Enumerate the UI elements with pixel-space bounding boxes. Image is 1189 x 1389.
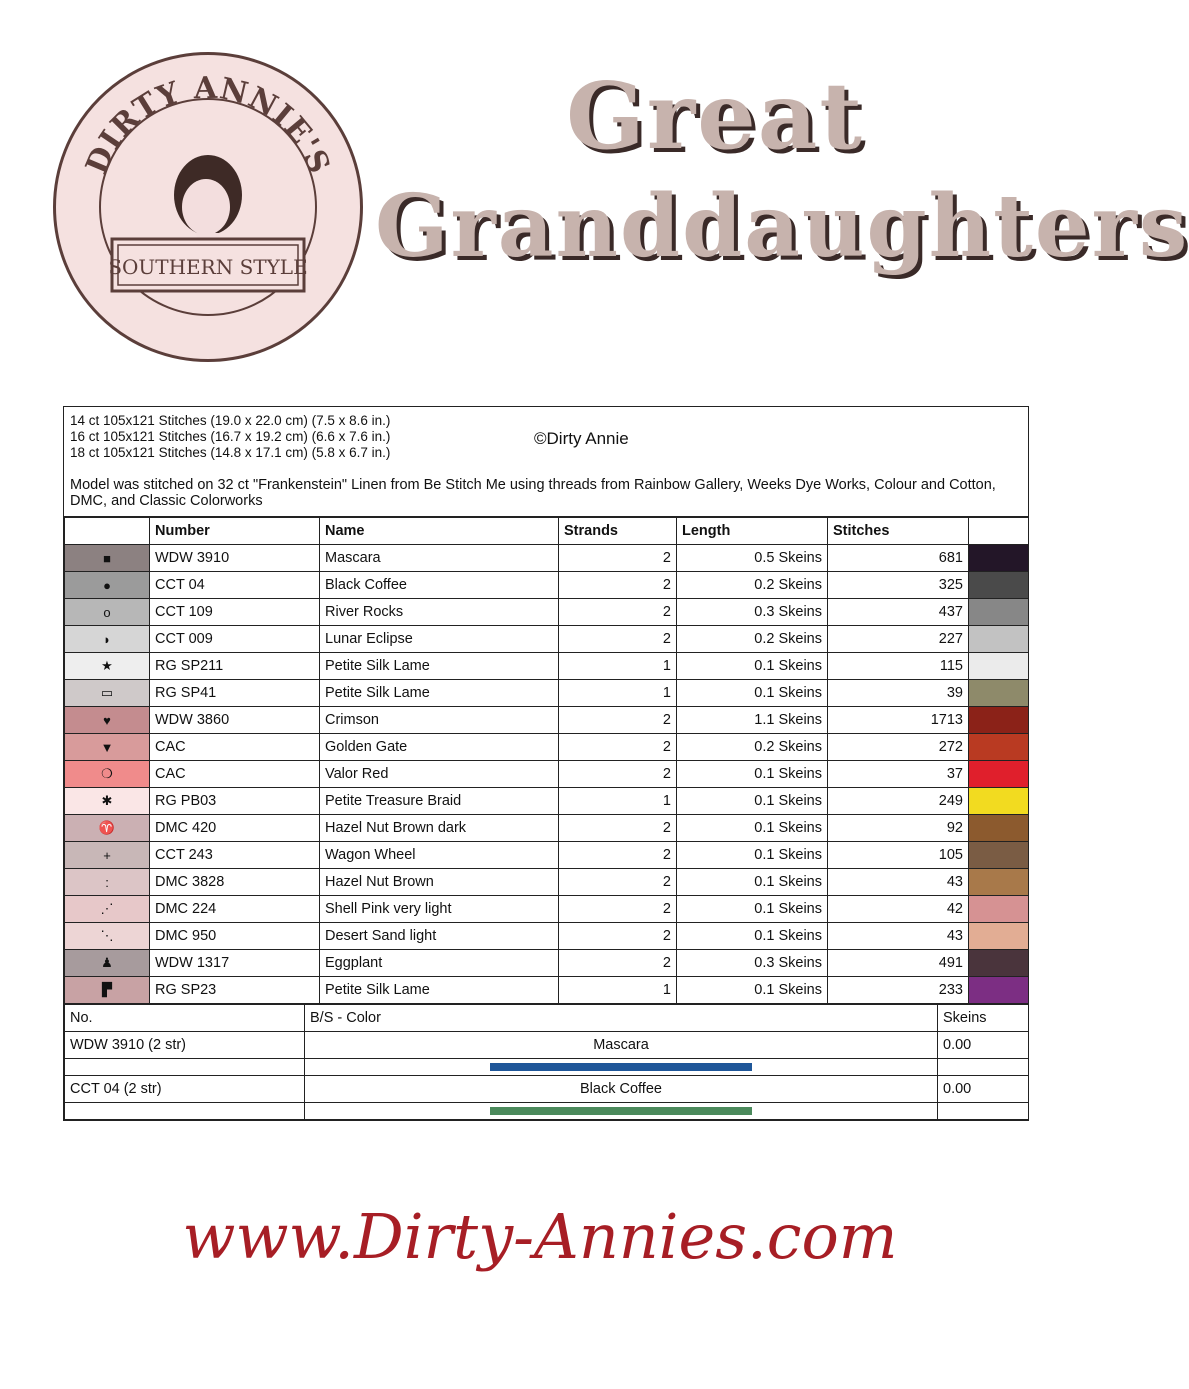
thread-length: 0.2 Skeins	[677, 572, 828, 599]
thread-name: Petite Silk Lame	[320, 680, 559, 707]
bs-line-cell	[305, 1059, 938, 1076]
website-link[interactable]: www.Dirty-Annies.com	[182, 1200, 898, 1273]
title-line-1: Great	[566, 62, 864, 170]
bs-empty	[938, 1103, 1029, 1120]
thread-stitches: 325	[828, 572, 969, 599]
thread-table	[64, 517, 1029, 1004]
thread-length: 0.2 Skeins	[677, 734, 828, 761]
thread-color-swatch	[969, 842, 1029, 869]
thread-symbol: ■	[65, 545, 150, 572]
bs-number: CCT 04 (2 str)	[65, 1076, 305, 1103]
bs-number: WDW 3910 (2 str)	[65, 1032, 305, 1059]
thread-length: 0.1 Skeins	[677, 869, 828, 896]
thread-number: DMC 420	[150, 815, 320, 842]
table-row	[65, 842, 1029, 869]
thread-stitches: 37	[828, 761, 969, 788]
thread-length: 0.1 Skeins	[677, 896, 828, 923]
header-number: Number	[150, 518, 320, 545]
bs-header-no: No.	[65, 1005, 305, 1032]
backstitch-header-row	[65, 1005, 1029, 1032]
thread-length: 0.3 Skeins	[677, 950, 828, 977]
thread-name: Hazel Nut Brown	[320, 869, 559, 896]
header-strands: Strands	[559, 518, 677, 545]
thread-color-swatch	[969, 653, 1029, 680]
copyright-text: ©Dirty Annie	[534, 429, 629, 448]
bs-color-name: Black Coffee	[305, 1076, 938, 1103]
thread-color-swatch	[969, 734, 1029, 761]
thread-symbol: ◗	[65, 626, 150, 653]
thread-length: 1.1 Skeins	[677, 707, 828, 734]
thread-color-swatch	[969, 626, 1029, 653]
brand-logo	[53, 52, 363, 362]
thread-stitches: 42	[828, 896, 969, 923]
table-row	[65, 707, 1029, 734]
thread-number: DMC 224	[150, 896, 320, 923]
svg-text:DIRTY ANNIE'S: DIRTY ANNIE'S	[79, 70, 337, 180]
table-row	[65, 788, 1029, 815]
thread-length: 0.1 Skeins	[677, 788, 828, 815]
size-line: 14 ct 105x121 Stitches (19.0 x 22.0 cm) (7.5 x 8.6 in.)	[70, 413, 391, 428]
thread-length: 0.1 Skeins	[677, 761, 828, 788]
thread-color-swatch	[969, 923, 1029, 950]
backstitch-line-row	[65, 1103, 1029, 1120]
chart-key	[63, 406, 1029, 1121]
thread-number: RG SP41	[150, 680, 320, 707]
thread-stitches: 437	[828, 599, 969, 626]
thread-stitches: 681	[828, 545, 969, 572]
logo-artwork-icon	[56, 55, 360, 359]
thread-name: Shell Pink very light	[320, 896, 559, 923]
header-length: Length	[677, 518, 828, 545]
thread-strands: 2	[559, 896, 677, 923]
thread-color-swatch	[969, 599, 1029, 626]
thread-stitches: 92	[828, 815, 969, 842]
thread-color-swatch	[969, 680, 1029, 707]
backstitch-table	[64, 1004, 1029, 1120]
thread-number: CCT 04	[150, 572, 320, 599]
thread-color-swatch	[969, 950, 1029, 977]
table-row	[65, 869, 1029, 896]
thread-strands: 2	[559, 572, 677, 599]
backstitch-line-swatch	[490, 1063, 752, 1071]
thread-color-swatch	[969, 896, 1029, 923]
bs-color-name: Mascara	[305, 1032, 938, 1059]
backstitch-row	[65, 1076, 1029, 1103]
thread-name: Petite Treasure Braid	[320, 788, 559, 815]
thread-stitches: 491	[828, 950, 969, 977]
thread-number: DMC 950	[150, 923, 320, 950]
table-row	[65, 599, 1029, 626]
thread-length: 0.1 Skeins	[677, 680, 828, 707]
thread-strands: 1	[559, 653, 677, 680]
thread-number: CAC	[150, 761, 320, 788]
header-stitches: Stitches	[828, 518, 969, 545]
thread-length: 0.1 Skeins	[677, 815, 828, 842]
thread-length: 0.1 Skeins	[677, 923, 828, 950]
thread-name: Petite Silk Lame	[320, 977, 559, 1004]
table-row	[65, 977, 1029, 1004]
thread-stitches: 43	[828, 869, 969, 896]
thread-symbol: o	[65, 599, 150, 626]
thread-number: RG PB03	[150, 788, 320, 815]
thread-color-swatch	[969, 707, 1029, 734]
bs-empty	[938, 1059, 1029, 1076]
thread-number: CCT 009	[150, 626, 320, 653]
table-row	[65, 896, 1029, 923]
thread-name: Petite Silk Lame	[320, 653, 559, 680]
table-row	[65, 950, 1029, 977]
thread-symbol: ♈	[65, 815, 150, 842]
backstitch-line-swatch	[490, 1107, 752, 1115]
thread-length: 0.5 Skeins	[677, 545, 828, 572]
bs-skeins: 0.00	[938, 1032, 1029, 1059]
thread-name: Crimson	[320, 707, 559, 734]
thread-strands: 2	[559, 599, 677, 626]
header-name: Name	[320, 518, 559, 545]
thread-stitches: 1713	[828, 707, 969, 734]
thread-name: Black Coffee	[320, 572, 559, 599]
thread-length: 0.1 Skeins	[677, 977, 828, 1004]
thread-color-swatch	[969, 761, 1029, 788]
thread-stitches: 115	[828, 653, 969, 680]
thread-color-swatch	[969, 545, 1029, 572]
svg-text:SOUTHERN STYLE: SOUTHERN STYLE	[108, 255, 308, 279]
thread-stitches: 39	[828, 680, 969, 707]
thread-symbol: ●	[65, 572, 150, 599]
thread-stitches: 233	[828, 977, 969, 1004]
title-line-2: Granddaughters	[375, 176, 1189, 277]
thread-strands: 2	[559, 761, 677, 788]
size-line: 16 ct 105x121 Stitches (16.7 x 19.2 cm) (6.6 x 7.6 in.)	[70, 429, 391, 444]
thread-symbol: ▼	[65, 734, 150, 761]
chart-info	[64, 407, 1028, 517]
thread-number: RG SP23	[150, 977, 320, 1004]
thread-strands: 1	[559, 788, 677, 815]
thread-symbol: ▭	[65, 680, 150, 707]
thread-length: 0.1 Skeins	[677, 653, 828, 680]
thread-symbol: +	[65, 842, 150, 869]
thread-strands: 1	[559, 680, 677, 707]
table-row	[65, 815, 1029, 842]
backstitch-line-row	[65, 1059, 1029, 1076]
thread-name: Golden Gate	[320, 734, 559, 761]
thread-name: Desert Sand light	[320, 923, 559, 950]
table-row	[65, 680, 1029, 707]
table-header-row	[65, 518, 1029, 545]
thread-stitches: 272	[828, 734, 969, 761]
table-row	[65, 653, 1029, 680]
thread-strands: 2	[559, 734, 677, 761]
thread-strands: 2	[559, 923, 677, 950]
thread-number: CCT 243	[150, 842, 320, 869]
thread-color-swatch	[969, 977, 1029, 1004]
table-row	[65, 545, 1029, 572]
bs-empty	[65, 1059, 305, 1076]
thread-symbol: ♟	[65, 950, 150, 977]
table-row	[65, 734, 1029, 761]
backstitch-row	[65, 1032, 1029, 1059]
thread-color-swatch	[969, 572, 1029, 599]
size-list	[70, 413, 390, 461]
header-symbol	[65, 518, 150, 545]
thread-number: WDW 1317	[150, 950, 320, 977]
thread-number: CAC	[150, 734, 320, 761]
thread-symbol: ♥	[65, 707, 150, 734]
table-row	[65, 923, 1029, 950]
thread-strands: 2	[559, 707, 677, 734]
thread-symbol: :	[65, 869, 150, 896]
thread-strands: 2	[559, 842, 677, 869]
thread-symbol: ❍	[65, 761, 150, 788]
thread-color-swatch	[969, 869, 1029, 896]
bs-empty	[65, 1103, 305, 1120]
bs-header-color: B/S - Color	[305, 1005, 938, 1032]
bs-line-cell	[305, 1103, 938, 1120]
thread-symbol: ★	[65, 653, 150, 680]
thread-number: WDW 3910	[150, 545, 320, 572]
table-row	[65, 761, 1029, 788]
thread-strands: 2	[559, 869, 677, 896]
bs-skeins: 0.00	[938, 1076, 1029, 1103]
thread-stitches: 227	[828, 626, 969, 653]
thread-name: Mascara	[320, 545, 559, 572]
thread-number: RG SP211	[150, 653, 320, 680]
thread-color-swatch	[969, 788, 1029, 815]
thread-strands: 2	[559, 626, 677, 653]
thread-symbol: ✱	[65, 788, 150, 815]
thread-name: Eggplant	[320, 950, 559, 977]
thread-strands: 1	[559, 977, 677, 1004]
thread-name: Lunar Eclipse	[320, 626, 559, 653]
thread-length: 0.1 Skeins	[677, 842, 828, 869]
thread-name: Hazel Nut Brown dark	[320, 815, 559, 842]
thread-strands: 2	[559, 815, 677, 842]
header-color	[969, 518, 1029, 545]
thread-strands: 2	[559, 545, 677, 572]
thread-symbol: ⋰	[65, 896, 150, 923]
thread-number: DMC 3828	[150, 869, 320, 896]
thread-name: Valor Red	[320, 761, 559, 788]
thread-stitches: 249	[828, 788, 969, 815]
thread-symbol: ▛	[65, 977, 150, 1004]
thread-stitches: 43	[828, 923, 969, 950]
thread-number: CCT 109	[150, 599, 320, 626]
thread-strands: 2	[559, 950, 677, 977]
thread-symbol: ⋱	[65, 923, 150, 950]
thread-stitches: 105	[828, 842, 969, 869]
thread-name: Wagon Wheel	[320, 842, 559, 869]
table-row	[65, 572, 1029, 599]
thread-number: WDW 3860	[150, 707, 320, 734]
bs-header-skeins: Skeins	[938, 1005, 1029, 1032]
page-title	[375, 62, 1189, 277]
thread-length: 0.3 Skeins	[677, 599, 828, 626]
size-line: 18 ct 105x121 Stitches (14.8 x 17.1 cm) (5.8 x 6.7 in.)	[70, 445, 391, 460]
fabric-note: Model was stitched on 32 ct "Frankenstein" Linen from Be Stitch Me using threads from Rainbow Gallery, Weeks Dye Works, Colour and Cotton, DMC, and Classic Colorworks	[70, 477, 996, 509]
thread-length: 0.2 Skeins	[677, 626, 828, 653]
thread-color-swatch	[969, 815, 1029, 842]
table-row	[65, 626, 1029, 653]
thread-name: River Rocks	[320, 599, 559, 626]
